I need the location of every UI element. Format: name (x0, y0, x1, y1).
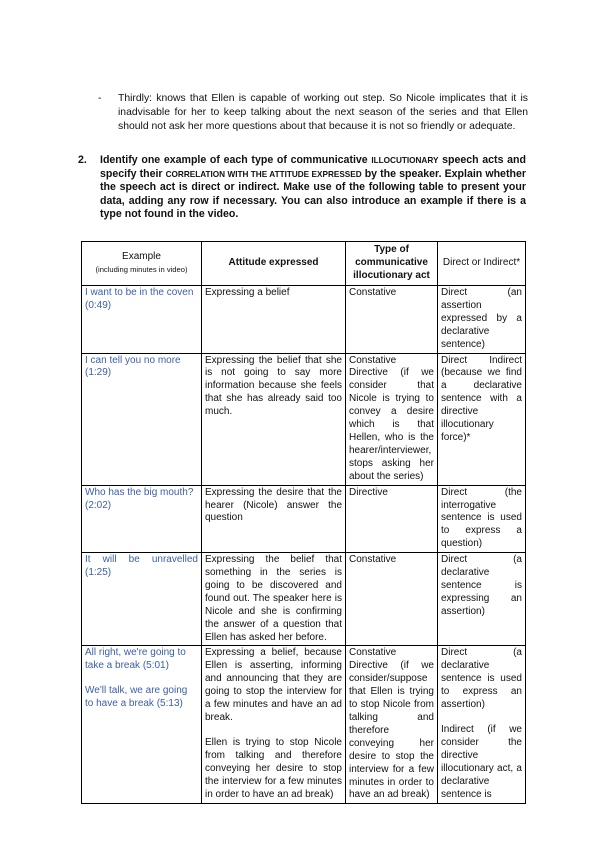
cell-attitude-second: Ellen is trying to stop Nicole from talking and therefore conveying her desire to stop the interview for a few minutes in order to have an ad break) (205, 736, 342, 800)
cell-direct-second: Indirect (if we consider the directive illocutionary act, a declarative sentence is (441, 724, 522, 800)
cell-direct: Direct (a declarative sentence is expressing an assertion) (438, 553, 526, 646)
cell-attitude-first: Expressing a belief, because Ellen is asserting, informing and announcing that they are going to stop the interview for a few minutes and have an ad break. (205, 647, 342, 723)
table-row (82, 553, 526, 646)
cell-direct-first: Direct (a declarative sentence is used to express an assertion) (441, 647, 522, 711)
header-attitude: Attitude expressed (202, 242, 346, 286)
question-part-1: Identify one example of each type of communicative (100, 154, 372, 166)
table-header-row (82, 242, 526, 286)
cell-attitude: Expressing a belief (202, 286, 346, 354)
question-part-3: by the speaker. Explain whether the speech act is direct or indirect. Make use of the following table to present your data, adding any row if necessary. You can also introduce an example if there is a type not found in the video. (100, 167, 526, 221)
header-direct: Direct or Indirect* (438, 242, 526, 286)
cell-example: I can tell you no more (1:29) (82, 353, 202, 485)
cell-type: Constative (346, 553, 438, 646)
question-number: 2. (78, 154, 87, 166)
question-part-2: speech acts and specify their (100, 154, 526, 180)
bullet-point (98, 92, 528, 135)
cell-example-second: We'll talk, we are going to have a break (5:13) (85, 685, 188, 710)
question-text (100, 154, 526, 222)
cell-attitude: Expressing the belief that something in the series is going to be discovered and found out. The speaker here is Nicole and she is confirming the answer of a question that Ellen has asked her before. (202, 553, 346, 646)
cell-direct: Direct (an assertion expressed by a declarative sentence) (438, 286, 526, 354)
cell-example: It will be unravelled (1:25) (82, 553, 202, 646)
cell-direct: Direct Indirect (because we find a declarative sentence with a directive illocutionary force)* (438, 353, 526, 485)
bullet-dash: - (98, 93, 102, 104)
cell-attitude: Expressing the desire that the hearer (Nicole) answer the question (202, 485, 346, 553)
speech-acts-table (81, 241, 526, 804)
header-example-label: Example (122, 250, 161, 262)
header-example-sub: (including minutes in video) (95, 264, 188, 274)
cell-type: Directive (346, 485, 438, 553)
cell-type: Constative Directive (if we consider/suppose that Ellen is trying to stop Nicole from talking and therefore conveying her desire to stop the interview for a few minutes in order to have an ad break) (346, 646, 438, 804)
cell-attitude (202, 646, 346, 804)
cell-direct: Direct (the interrogative sentence is used to express a question) (438, 485, 526, 553)
header-type: Type of communicative illocutionary act (346, 242, 438, 286)
cell-example (82, 646, 202, 804)
table-row (82, 646, 526, 804)
cell-example-first: All right, we're going to take a break (5:01) (85, 647, 186, 672)
cell-example: Who has the big mouth? (2:02) (82, 485, 202, 553)
cell-direct (438, 646, 526, 804)
question-smallcaps-1: ILLOCUTIONARY (371, 156, 439, 165)
cell-type: Constative (346, 286, 438, 354)
table-row (82, 353, 526, 485)
cell-example: I want to be in the coven (0:49) (82, 286, 202, 354)
cell-type: Constative Directive (if we consider that Nicole is trying to convey a desire which is that Hellen, who is the hearer/interviewer, stops asking her about the series) (346, 353, 438, 485)
bullet-text: Thirdly: knows that Ellen is capable of working out step. So Nicole implicates that it is inadvisable for her to keep talking about the next season of the series and that Ellen should not ask her more questions about that because it is not so friendly or adequate. (118, 93, 528, 133)
question-smallcaps-2: CORRELATION WITH THE ATTITUDE EXPRESSED (165, 169, 362, 179)
table-row (82, 485, 526, 553)
header-example (82, 242, 202, 286)
table-row (82, 286, 526, 354)
cell-attitude: Expressing the belief that she is not going to say more information because she feels that she has already said too much. (202, 353, 346, 485)
question-2 (78, 154, 526, 222)
